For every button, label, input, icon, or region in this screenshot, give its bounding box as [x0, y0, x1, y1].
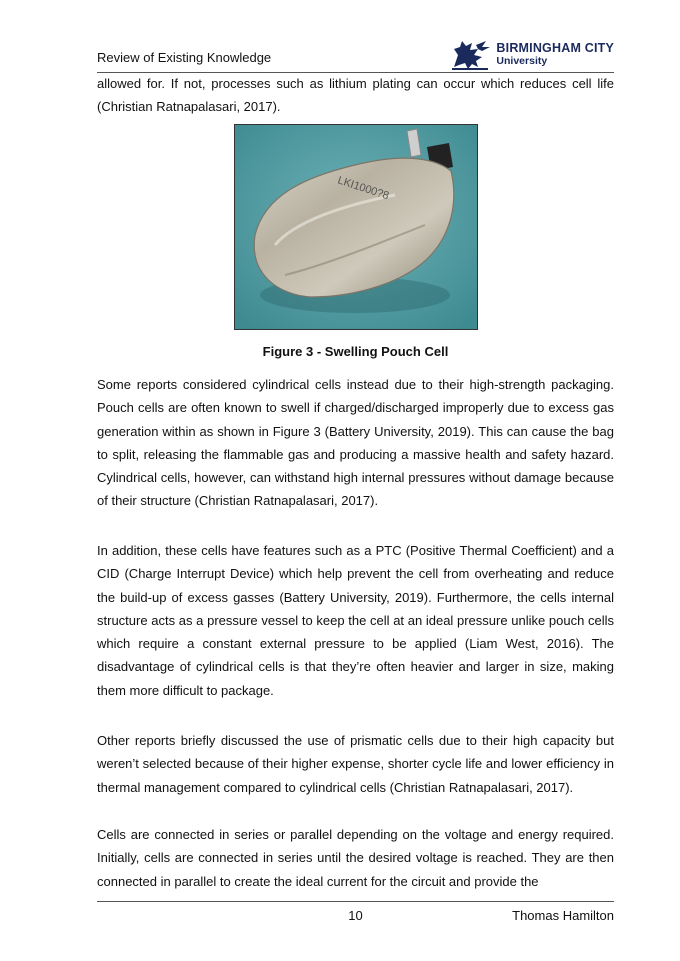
logo-line1: BIRMINGHAM CITY — [496, 41, 614, 55]
header-title: Review of Existing Knowledge — [97, 50, 272, 65]
university-logo — [448, 36, 614, 72]
griffin-logo-icon — [448, 37, 492, 71]
paragraph-1: Some reports considered cylindrical cells instead due to their high-strength packaging. Pouch cells are often known to swell if charged/discharged improperly due to excess gas generation within as shown in Figure 3 (Battery University, 2019). This can cause the bag to split, releasing the flammable gas and producing a massive health and safety hazard. Cylindrical cells, however, can withstand high internal pressures without damage because of their structure (Christian Ratnapalasari, 2017). — [97, 377, 614, 509]
page-header — [97, 36, 614, 73]
paragraph-3: Other reports briefly discussed the use of prismatic cells due to their high capacity but weren’t selected because of their higher expense, shorter cycle life and lower efficiency in thermal management compared to cylindrical cells (Christian Ratnapalasari, 2017). — [97, 733, 614, 795]
page-footer — [97, 901, 614, 924]
paragraph-continued: allowed for. If not, processes such as lithium plating can occur which reduces cell life (Christian Ratnapalasari, 2017). — [97, 76, 614, 115]
author-name: Thomas Hamilton — [512, 908, 614, 923]
page-number: 10 — [348, 908, 363, 923]
swelling-pouch-cell-photo — [234, 124, 478, 330]
logo-line2: University — [496, 54, 548, 67]
cell-label-text: LKI1000?8 — [336, 174, 391, 203]
paragraph-4: Cells are connected in series or parallel depending on the voltage and energy required. Initially, cells are connected in series until the desired voltage is reached. They are then connected in parallel to create the ideal current for the circuit and provide the — [97, 827, 614, 889]
figure-caption: Figure 3 - Swelling Pouch Cell — [262, 344, 449, 359]
pouch-cell-image — [235, 125, 477, 329]
paragraph-2: In addition, these cells have features such as a PTC (Positive Thermal Coefficient) and a CID (Charge Interrupt Device) which help prevent the cell from overheating and reduce the build-up of excess gasses (Battery University, 2019). Furthermore, the cells internal structure acts as a pressure vessel to keep the cell at an ideal pressure unlike pouch cells which require a constant external pressure to be applied (Liam West, 2016). The disadvantage of cylindrical cells is that they’re often heavier and larger in size, making them more difficult to package. — [97, 543, 614, 698]
